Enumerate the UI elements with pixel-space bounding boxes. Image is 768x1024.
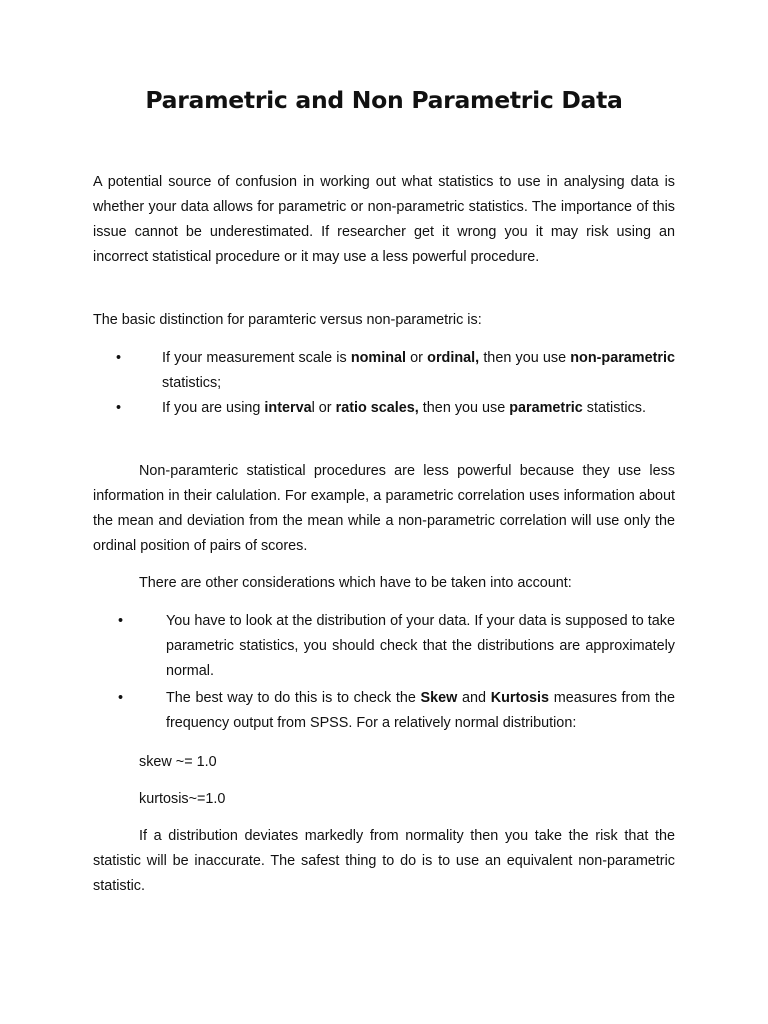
conclusion-paragraph: If a distribution deviates markedly from normality then you take the risk that the statistic will be inaccurate. The safest thing to do is to use an equivalent non-parametric statistic.: [93, 828, 675, 894]
page-title: Parametric and Non Parametric Data: [145, 86, 623, 114]
list-item-skew-kurtosis: The best way to do this is to check the Skew and Kurtosis measures from the frequency output from SPSS. For a relatively normal distribution:: [166, 690, 675, 731]
power-paragraph: Non-paramteric statistical procedures are less powerful because they use less information in their calulation. For example, a parametric correlation uses information about the mean and deviation from the mean while a non-parametric correlation will use only the ordinal position of pairs of scores.: [93, 463, 675, 554]
kurtosis-value: kurtosis~=1.0: [139, 791, 226, 807]
considerations-paragraph: There are other considerations which have to be taken into account:: [139, 575, 572, 591]
bullet-icon: •: [118, 690, 124, 706]
bullet-icon: •: [116, 400, 122, 416]
list-item-nominal-ordinal: If your measurement scale is nominal or ordinal, then you use non-parametric statistics;: [162, 350, 676, 391]
list-item-distribution: You have to look at the distribution of your data. If your data is supposed to take parametric statistics, you should check that the distributions are approximately normal.: [166, 613, 675, 679]
list-item-interval-ratio: If you are using interval or ratio scales, then you use parametric statistics.: [162, 400, 646, 416]
distinction-paragraph: The basic distinction for paramteric versus non-parametric is:: [93, 312, 482, 328]
bullet-icon: •: [118, 613, 124, 629]
intro-paragraph: A potential source of confusion in working out what statistics to use in analysing data is whether your data allows for parametric or non-parametric statistics. The importance of this issue cannot be underestimated. If researcher get it wrong you it may risk using an incorrect statistical procedure or it may use a less powerful procedure.: [93, 174, 675, 265]
skew-value: skew ~= 1.0: [139, 754, 217, 770]
bullet-icon: •: [116, 350, 122, 366]
